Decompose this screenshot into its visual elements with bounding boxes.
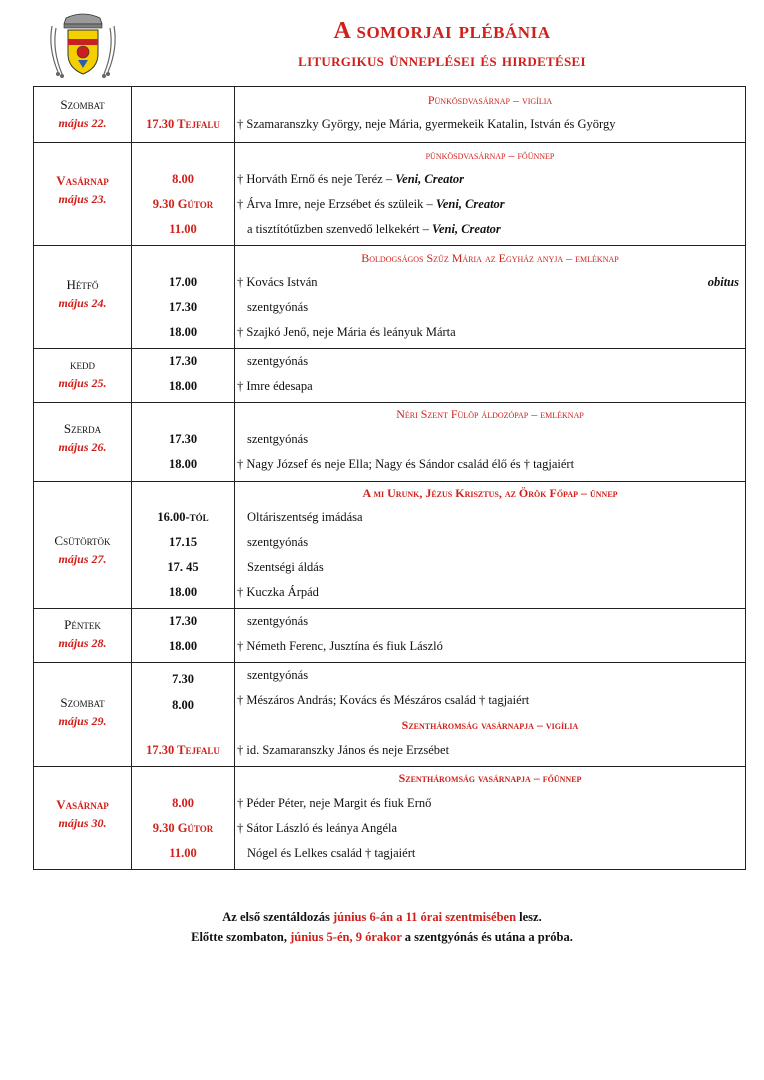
day-name: Vasárnap	[56, 173, 109, 188]
mass-intention: † Horváth Ernő és neje Teréz – Veni, Creator	[237, 172, 464, 186]
feast-label: pünkösdvasárnap – főünnep	[425, 148, 555, 162]
day-date: május 29.	[58, 714, 107, 728]
mass-intention: Szentségi áldás	[247, 560, 324, 574]
mass-intention: a tisztítótűzben szenvedő lelkekért – Veni, Creator	[247, 222, 501, 236]
mass-time: 17.30	[168, 300, 198, 314]
mass-intention: Nógel és Lelkes család † tagjaiért	[247, 846, 416, 860]
mass-intention: szentgyónás	[247, 300, 309, 314]
obitus-note: obitus	[707, 275, 739, 289]
mass-intention: † Sátor László és leánya Angéla	[237, 821, 398, 835]
mass-intention: szentgyónás	[247, 432, 309, 446]
mass-time: 17.15	[168, 535, 198, 549]
feast-label: Pünkösdvasárnap – vigília	[427, 93, 553, 107]
mass-time: 8.00	[172, 172, 194, 186]
mass-time: 17.00	[168, 275, 198, 289]
feast-label: A mi Urunk, Jézus Krisztus, az Örök Főpap – ünnep	[362, 486, 618, 500]
feast-label: Szentháromság vasárnapja – vigília	[401, 718, 579, 732]
mass-intention: szentgyónás	[247, 354, 309, 368]
day-name: Csütörtök	[54, 533, 111, 548]
mass-intention: † Imre édesapa	[237, 379, 313, 393]
page-subtitle: liturgikus ünneplései és hirdetései	[298, 50, 586, 71]
mass-time: 18.00	[168, 457, 198, 471]
feast-label: Néri Szent Fülöp áldozópap – emléknap	[396, 407, 584, 421]
feast-label: Szentháromság vasárnapja – főünnep	[398, 771, 582, 785]
mass-time: 18.00	[168, 639, 198, 653]
mass-time: 9.30 Gútor	[152, 197, 214, 211]
mass-time: 7.30	[172, 672, 194, 686]
mass-time: 11.00	[169, 222, 197, 236]
mass-time: 16.00-tól	[157, 510, 209, 524]
mass-time: 18.00	[168, 325, 198, 339]
day-date: május 27.	[58, 552, 107, 566]
mass-time: 17.30	[168, 614, 198, 628]
mass-time: 18.00	[168, 585, 198, 599]
mass-time: 11.00	[169, 846, 197, 860]
day-name: Hétfő	[66, 277, 99, 292]
mass-time: 9.30 Gútor	[152, 821, 214, 835]
day-date: május 25.	[58, 376, 107, 390]
mass-time: 8.00	[172, 698, 194, 712]
day-date: május 30.	[58, 816, 107, 830]
day-date: május 26.	[58, 440, 107, 454]
mass-intention: † Nagy József és neje Ella; Nagy és Sándor család élő és † tagjaiért	[237, 457, 575, 471]
mass-intention: † Németh Ferenc, Jusztína és fiuk László	[237, 639, 443, 653]
mass-time: 17.30	[168, 354, 198, 368]
day-name: Szombat	[60, 695, 105, 710]
mass-intention: szentgyónás	[247, 668, 309, 682]
mass-time: 17.30	[168, 432, 198, 446]
day-date: május 22.	[58, 116, 107, 130]
announcement-line-2: Előtte szombaton, június 5-én, 9 órakor a szentgyónás és utána a próba.	[191, 930, 573, 944]
day-name: Szerda	[63, 421, 102, 436]
mass-time: 18.00	[168, 379, 198, 393]
mass-intention: † Szajkó Jenő, neje Mária és leányuk Márta	[237, 325, 456, 339]
mass-intention: † Kuczka Árpád	[237, 585, 319, 599]
mass-time: 17.30 Tejfalu	[146, 117, 220, 131]
day-date: május 28.	[58, 636, 107, 650]
mass-time: 17.30 Tejfalu	[146, 743, 220, 757]
day-name: Vasárnap	[56, 797, 109, 812]
mass-time: 8.00	[172, 796, 194, 810]
mass-intention: † Árva Imre, neje Erzsébet és szüleik – Veni, Creator	[237, 197, 505, 211]
mass-intention: Oltáriszentség imádása	[247, 510, 363, 524]
mass-intention: szentgyónás	[247, 535, 309, 549]
mass-intention: † Kovács István	[237, 275, 318, 289]
announcement-line-1: Az első szentáldozás június 6-án a 11 órai szentmisében lesz.	[222, 910, 542, 924]
mass-intention: † id. Szamaranszky János és neje Erzsébet	[237, 743, 450, 757]
schedule-table	[33, 86, 746, 870]
day-name: Péntek	[64, 617, 101, 632]
page-title: A somorjai plébánia	[333, 18, 551, 44]
day-date: május 24.	[58, 296, 107, 310]
mass-intention: † Mészáros András; Kovács és Mészáros család † tagjaiért	[237, 693, 530, 707]
day-name: Szombat	[60, 97, 105, 112]
feast-label: Boldogságos Szűz Mária az Egyház anyja – emléknap	[361, 251, 619, 265]
day-date: május 23.	[58, 192, 107, 206]
parish-coat-of-arms	[44, 12, 122, 84]
mass-intention: † Szamaranszky György, neje Mária, gyermekeik Katalin, István és György	[237, 117, 616, 131]
mass-time: 17. 45	[167, 560, 199, 574]
mass-intention: szentgyónás	[247, 614, 309, 628]
day-name: kedd	[70, 357, 95, 372]
mass-intention: † Péder Péter, neje Margit és fiuk Ernő	[237, 796, 432, 810]
